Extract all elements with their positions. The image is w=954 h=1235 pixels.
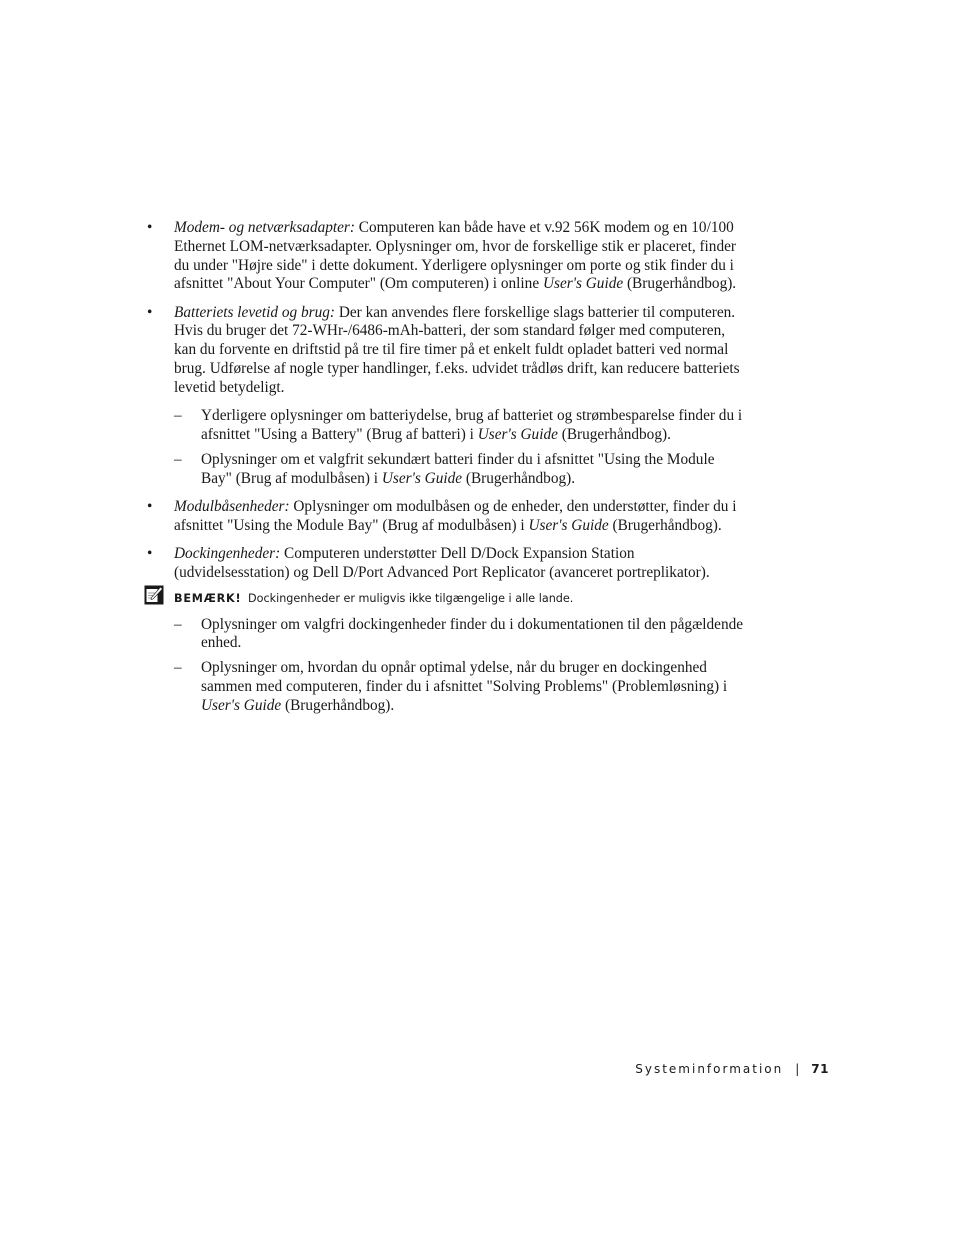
footer-section-title: Systeminformation (635, 1062, 784, 1076)
note (147, 591, 747, 607)
sub-item-docking-docs (147, 616, 747, 654)
sub-item-text: Yderligere oplysninger om batteriydelse, brug af batteriet og strømbesparelse finder du i afsnittet "Using a Battery" (Brug af batteri) i (201, 407, 743, 443)
guide-title: User's Guide (201, 696, 282, 714)
sub-item-text: Oplysninger om, hvordan du opnår optimal ydelse, når du bruger en dockingenhed sammen med computeren, finder du i afsnittet "Solving Problems" (Problemløsning) i (201, 659, 728, 695)
dash: – (174, 615, 182, 633)
list-item-modem (147, 219, 747, 294)
item-text: Oplysninger om modulbåsen og de enheder, den understøtter, finder du i afsnittet "Using the Module Bay" (Brug af modulbåsen) i (174, 497, 737, 534)
page-body (147, 219, 747, 722)
dash: – (174, 450, 182, 468)
sub-item-text: Oplysninger om valgfri dockingenheder finder du i dokumentationen til den pågældende enhed. (201, 615, 744, 652)
guide-title: User's Guide (542, 275, 624, 293)
list-item-docking (147, 545, 747, 583)
list-item-battery (147, 304, 747, 398)
guide-title: User's Guide (528, 516, 609, 534)
item-tail: (Brugerhåndbog). (623, 275, 737, 293)
item-label: Modulbåsenheder: (174, 497, 290, 515)
bullet: • (147, 497, 153, 515)
list-item-module-bay (147, 498, 747, 536)
note-pencil-icon (144, 585, 164, 605)
item-label: Dockingenheder: (174, 544, 281, 562)
guide-title: User's Guide (381, 469, 463, 487)
page-footer (635, 1062, 829, 1076)
item-text: Computeren kan både have et v.92 56K modem og en 10/100 Ethernet LOM-netværksadapter. Oplysninger om, hvor de forskellige stik er placeret, finder du under "Højre side" i dette dokument. Yderligere oplysninger om porte og stik finder du i afsnittet "About Your Computer" (Om computeren) i online (174, 219, 736, 293)
dash: – (174, 407, 182, 425)
bullet: • (147, 544, 153, 562)
sub-item-tail: (Brugerhåndbog). (462, 469, 576, 487)
sub-item-tail: (Brugerhåndbog). (281, 696, 395, 714)
dash: – (174, 659, 182, 677)
item-label: Batteriets levetid og brug: (174, 303, 336, 321)
item-text: Computeren understøtter Dell D/Dock Expansion Station (udvidelsesstation) og Dell D/Port Advanced Port Replicator (avanceret portreplikator). (174, 544, 710, 581)
item-label: Modem- og netværksadapter: (174, 219, 355, 236)
sub-item-battery-usage (147, 407, 747, 445)
guide-title: User's Guide (477, 425, 558, 443)
item-text: Der kan anvendes flere forskellige slags batterier til computeren. Hvis du bruger det 72-WHr-/6486-mAh-batteri, der som standard følger med computeren, kan du forvente en driftstid på tre til fire timer på et enkelt fuldt opladet batteri ved normal brug. Udførelse af nogle typer handlinger, f.eks. udvidet trådløs drift, kan reducere batteriets levetid betydeligt. (174, 303, 740, 396)
sub-item-secondary-battery (147, 451, 747, 489)
note-label: BEMÆRK! (174, 591, 242, 605)
page-number: 71 (811, 1062, 829, 1076)
item-tail: (Brugerhåndbog). (608, 516, 722, 534)
sub-item-text: Oplysninger om et valgfrit sekundært batteri finder du i afsnittet "Using the Module Bay" (Brug af modulbåsen) i (201, 450, 715, 487)
footer-separator: | (795, 1062, 800, 1076)
bullet: • (147, 303, 153, 321)
bullet: • (147, 219, 153, 236)
sub-item-docking-performance (147, 659, 747, 715)
note-text: Dockingenheder er muligvis ikke tilgængelige i alle lande. (248, 591, 574, 605)
sub-item-tail: (Brugerhåndbog). (557, 425, 671, 443)
